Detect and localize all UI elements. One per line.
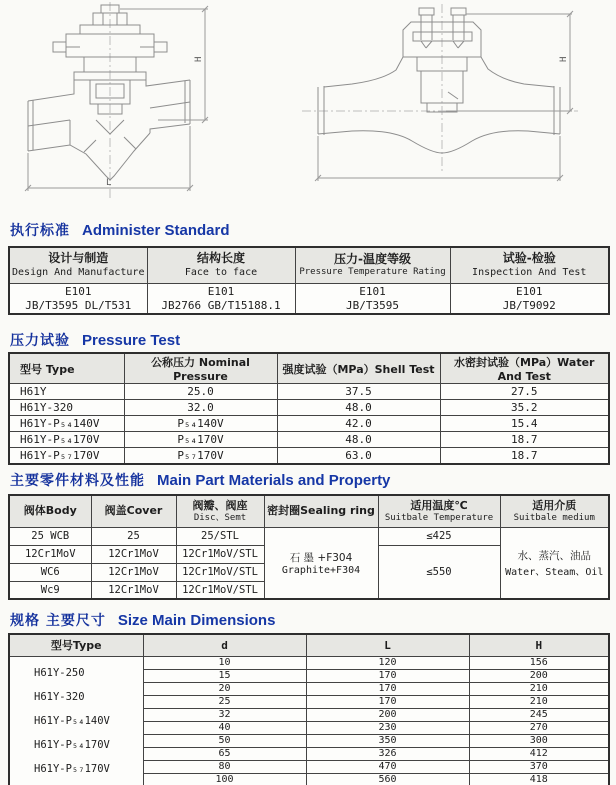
header-zh: 适用温度℃ (410, 498, 468, 512)
data-cell: 27.5 (440, 384, 609, 400)
data-cell: P₅₄170V (124, 432, 277, 448)
data-cell: 12Cr1MoV/STL (176, 545, 264, 563)
data-cell: 170 (306, 695, 469, 708)
dimension-label-h-left: H (194, 56, 204, 62)
data-cell: 35.2 (440, 400, 609, 416)
header-en: Disc、Semt (193, 512, 247, 523)
data-cell: 156 (469, 656, 609, 669)
table-header-row (9, 353, 609, 384)
section-title-en: Administer Standard (82, 222, 230, 239)
type-list-cell (9, 656, 143, 785)
data-cell: H61Y-P₅₇170V (9, 448, 124, 464)
sealing-en: Graphite+F304 (281, 564, 361, 576)
header-cell: L (306, 634, 469, 656)
data-cell (147, 283, 295, 314)
data-cell: 25 (143, 695, 306, 708)
table-header-row (9, 634, 609, 656)
dimension-label-h-right: H (559, 56, 569, 62)
data-cell: 42.0 (277, 416, 440, 432)
table-row (9, 416, 609, 432)
data-cell (450, 283, 609, 314)
data-cell: 40 (143, 721, 306, 734)
data-cell: 350 (306, 734, 469, 747)
medium-en: Water、Steam、Oil (505, 566, 604, 578)
type-label: H61Y-P₅₄170V (34, 739, 110, 752)
data-cell: 50 (143, 734, 306, 747)
section-title-en: Size Main Dimensions (117, 612, 276, 629)
header-en: Suitbale medium (513, 512, 595, 523)
section-title-en: Pressure Test (82, 332, 181, 349)
data-cell: 230 (306, 721, 469, 734)
header-cell (9, 495, 91, 527)
data-cell: 200 (469, 669, 609, 682)
data-cell: 48.0 (277, 400, 440, 416)
data-cell: 12Cr1MoV (91, 581, 176, 599)
data-cell: 210 (469, 682, 609, 695)
header-cell: H (469, 634, 609, 656)
data-cell: 25/STL (176, 527, 264, 545)
data-cell: H61Y (9, 384, 124, 400)
section-title-zh: 执行标准 (10, 223, 70, 239)
standard-code: E101 (65, 284, 92, 298)
data-cell: 12Cr1MoV (91, 545, 176, 563)
temperature-cell: ≤425 (378, 527, 500, 545)
data-cell: 418 (469, 773, 609, 785)
table-row (9, 384, 609, 400)
data-cell: 100 (143, 773, 306, 785)
data-cell: 65 (143, 747, 306, 760)
data-cell: 120 (306, 656, 469, 669)
header-cell: d (143, 634, 306, 656)
medium-zh: 水、蒸汽、油品 (517, 549, 591, 562)
standard-ref: JB/T3595 (346, 298, 399, 312)
header-cell (176, 495, 264, 527)
data-cell: WC6 (9, 563, 91, 581)
administer-standard-table (8, 246, 610, 315)
standard-code: E101 (359, 284, 386, 298)
header-en: Suitbale Temperature (384, 512, 494, 523)
header-cell (147, 247, 295, 283)
data-cell: 245 (469, 708, 609, 721)
data-cell: 12Cr1MoV/STL (176, 563, 264, 581)
standard-ref: JB/T3595 DL/T531 (25, 298, 132, 312)
header-cell: 强度试验（MPa）Shell Test (277, 353, 440, 384)
data-cell: 18.7 (440, 448, 609, 464)
header-cell: 水密封试验（MPa）Water And Test (440, 353, 609, 384)
data-cell: 32 (143, 708, 306, 721)
data-cell: 48.0 (277, 432, 440, 448)
data-cell: 32.0 (124, 400, 277, 416)
data-cell: P₅₄140V (124, 416, 277, 432)
table-row (9, 448, 609, 464)
data-cell: P₅₇170V (124, 448, 277, 464)
header-cell: 型号 Type (9, 353, 124, 384)
header-cell (91, 495, 176, 527)
header-en: Design And Manufacture (12, 267, 145, 279)
data-cell: 10 (143, 656, 306, 669)
data-cell: 63.0 (277, 448, 440, 464)
table-header-row (9, 495, 609, 527)
data-cell: 12Cr1MoV (91, 563, 176, 581)
header-zh: 密封圈Sealing ring (267, 504, 375, 518)
data-cell: 18.7 (440, 432, 609, 448)
header-zh: 适用介质 (532, 498, 577, 512)
data-cell: 25 WCB (9, 527, 91, 545)
type-label: H61Y-250 (34, 666, 85, 679)
header-cell (500, 495, 609, 527)
header-zh: 结构长度 (196, 251, 245, 266)
data-cell: 12Cr1MoV/STL (176, 581, 264, 599)
type-label: H61Y-320 (34, 690, 85, 703)
dimensions-table (8, 633, 610, 785)
data-cell: Wc9 (9, 581, 91, 599)
sealing-ring-cell (264, 527, 378, 599)
section-title-dimensions (10, 610, 275, 630)
section-title-en: Main Part Materials and Property (157, 472, 391, 489)
materials-table (8, 494, 610, 600)
header-cell (264, 495, 378, 527)
header-en: Inspection And Test (472, 267, 587, 279)
sealing-zh: 石 墨 +F304 (289, 551, 353, 564)
section-title-administer-standard (10, 220, 230, 240)
standard-ref: JB/T9092 (502, 298, 556, 312)
header-cell: 型号Type (9, 634, 143, 656)
lift-check-valve-drawing (25, 2, 208, 198)
data-cell: 80 (143, 760, 306, 773)
header-en: Pressure Temperature Rating (299, 267, 446, 278)
data-cell (295, 283, 450, 314)
data-cell: 270 (469, 721, 609, 734)
data-cell: 326 (306, 747, 469, 760)
section-title-zh: 规格 主要尺寸 (10, 613, 106, 629)
section-title-materials (10, 470, 390, 490)
dimension-label-l-left: L (106, 178, 112, 188)
header-zh: 阀盖Cover (104, 504, 163, 518)
section-title-zh: 主要零件材料及性能 (10, 473, 145, 489)
medium-cell (500, 527, 609, 599)
data-cell: H61Y-P₅₄140V (9, 416, 124, 432)
data-cell: 370 (469, 760, 609, 773)
data-cell: 15 (143, 669, 306, 682)
header-zh: 阀体Body (23, 504, 77, 518)
temperature-cell: ≤550 (378, 545, 500, 599)
section-title-zh: 压力试验 (10, 333, 70, 349)
data-cell: 15.4 (440, 416, 609, 432)
section-title-pressure-test (10, 330, 180, 350)
data-cell: 470 (306, 760, 469, 773)
data-cell: 210 (469, 695, 609, 708)
data-cell: H61Y-320 (9, 400, 124, 416)
header-zh: 试验-检验 (502, 251, 556, 266)
header-cell (9, 247, 147, 283)
horizontal-check-valve-drawing (302, 4, 578, 181)
header-zh: 设计与制造 (48, 251, 109, 266)
header-zh: 阀瓣、阀座 (192, 498, 248, 512)
header-cell: 公称压力 Nominal Pressure (124, 353, 277, 384)
data-cell: H61Y-P₅₄170V (9, 432, 124, 448)
data-cell: 25.0 (124, 384, 277, 400)
data-cell: 12Cr1MoV (9, 545, 91, 563)
table-header-row (9, 247, 609, 283)
data-cell: 300 (469, 734, 609, 747)
data-cell (9, 283, 147, 314)
table-row (9, 527, 609, 545)
data-cell: 20 (143, 682, 306, 695)
header-zh: 压力-温度等级 (334, 252, 411, 267)
data-cell: 25 (91, 527, 176, 545)
header-cell (450, 247, 609, 283)
pressure-test-table (8, 352, 610, 465)
standard-code: E101 (207, 284, 235, 298)
table-row (9, 283, 609, 314)
header-cell (378, 495, 500, 527)
data-cell: 560 (306, 773, 469, 785)
header-en: Face to face (184, 267, 258, 279)
data-cell: 412 (469, 747, 609, 760)
data-cell: 200 (306, 708, 469, 721)
standard-code: E101 (516, 284, 543, 298)
header-cell (295, 247, 450, 283)
table-row (9, 432, 609, 448)
standard-ref: JB2766 GB/T15188.1 (161, 298, 281, 312)
type-label: H61Y-P₅₄140V (34, 714, 110, 727)
data-cell: 170 (306, 682, 469, 695)
data-cell: 170 (306, 669, 469, 682)
table-row (9, 656, 609, 669)
data-cell: 37.5 (277, 384, 440, 400)
valve-drawings (0, 0, 616, 212)
type-label: H61Y-P₅₇170V (34, 763, 110, 776)
table-row (9, 400, 609, 416)
